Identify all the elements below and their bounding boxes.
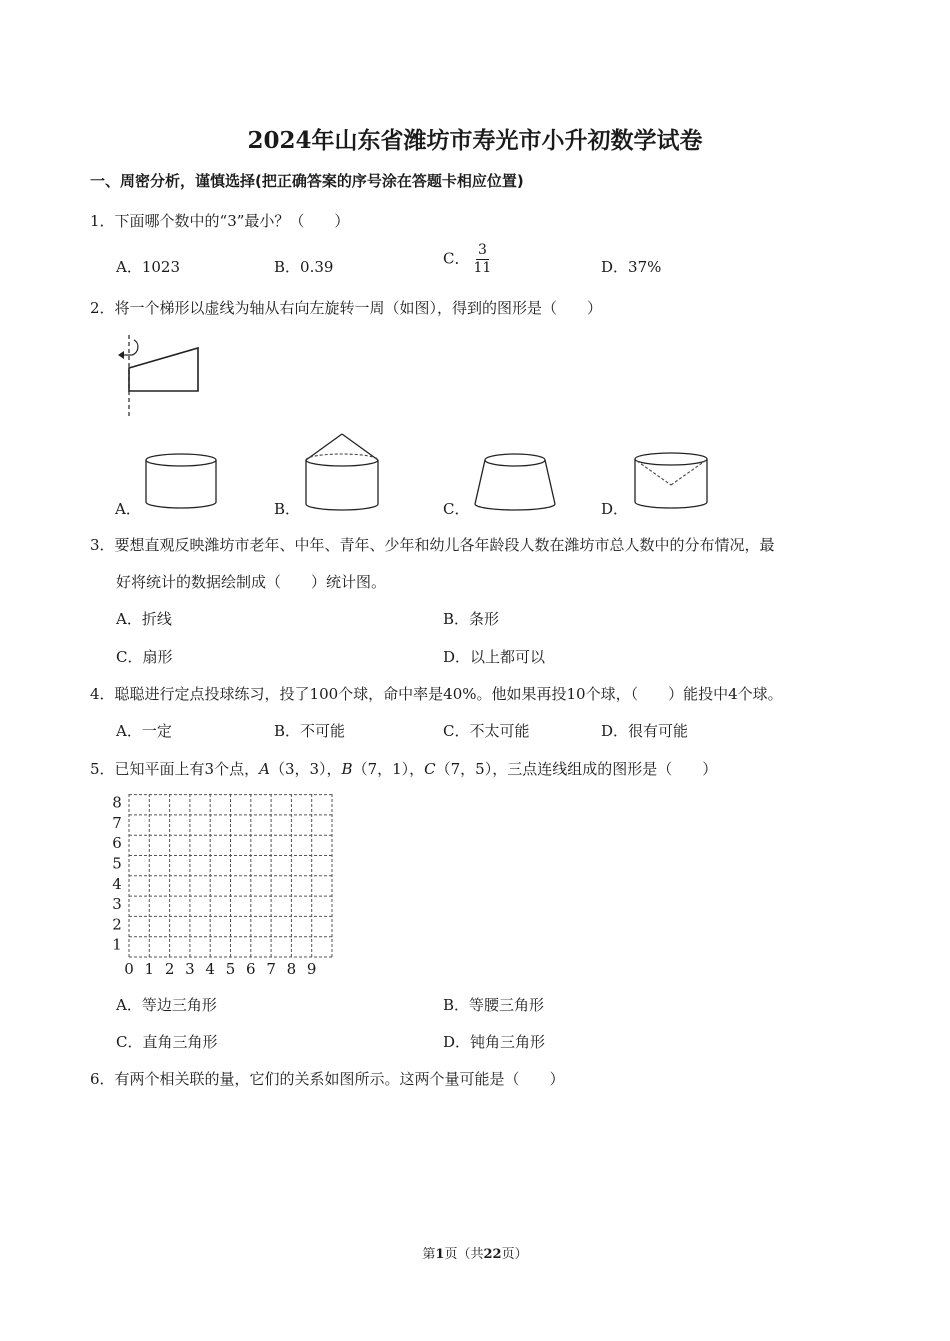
question-3-stem-line1: 3．要想直观反映潍坊市老年、中年、青年、少年和幼儿各年龄段人数在潍坊市总人数中的分布情况，最 bbox=[90, 536, 775, 554]
q2-option-b[interactable]: B． bbox=[274, 500, 301, 518]
q1-option-c[interactable] bbox=[443, 242, 491, 277]
point-b-label: B bbox=[341, 760, 353, 778]
q4-option-a[interactable]: A．一定 bbox=[116, 722, 172, 740]
y-axis-tick-label: 4 bbox=[112, 874, 122, 893]
q5-stem-prefix: 5．已知平面上有3个点， bbox=[90, 760, 260, 778]
q4-option-d[interactable]: D．很有可能 bbox=[601, 722, 689, 740]
q1-option-b[interactable]: B．0.39 bbox=[274, 258, 334, 276]
y-axis-tick-label: 1 bbox=[112, 935, 122, 954]
page-footer bbox=[0, 1243, 950, 1262]
q1-option-a[interactable]: A．1023 bbox=[116, 258, 181, 276]
x-axis-tick-label: 8 bbox=[286, 960, 297, 978]
x-axis-tick-label: 1 bbox=[144, 960, 155, 978]
q3-option-c[interactable]: C．扇形 bbox=[116, 648, 173, 666]
y-axis-tick-label: 7 bbox=[112, 813, 122, 832]
y-axis-tick-label: 8 bbox=[112, 793, 122, 812]
question-3-stem-line2: 好将统计的数据绘制成（ ）统计图。 bbox=[116, 573, 387, 591]
point-a-label: A bbox=[259, 760, 270, 778]
footer-prefix: 第 bbox=[422, 1247, 436, 1262]
y-axis-tick-label: 5 bbox=[112, 854, 122, 873]
question-1-stem: 1．下面哪个数中的“3”最小？（ ） bbox=[90, 212, 350, 230]
footer-page-number: 1 bbox=[435, 1247, 445, 1262]
x-axis-tick-label: 5 bbox=[225, 960, 236, 978]
question-5-stem bbox=[90, 758, 717, 779]
cylinder-with-cone-cavity-figure bbox=[633, 451, 709, 513]
question-4-stem: 4．聪聪进行定点投球练习，投了100个球，命中率是40%。他如果再投10个球，（ ）能投中4个球。 bbox=[90, 685, 783, 703]
q2-option-a[interactable]: A． bbox=[115, 500, 141, 518]
x-axis-tick-label: 7 bbox=[266, 960, 276, 978]
q5-option-b[interactable]: B．等腰三角形 bbox=[443, 996, 545, 1014]
q5-option-d[interactable]: D．钝角三角形 bbox=[443, 1033, 546, 1051]
cylinder-figure bbox=[144, 452, 218, 512]
q1-option-d[interactable]: D．37% bbox=[601, 258, 662, 276]
fraction bbox=[473, 242, 491, 277]
x-axis-tick-label: 9 bbox=[306, 960, 317, 978]
point-c-coords: （7，5），三点连线组成的图形是（ ） bbox=[435, 760, 718, 778]
q3-option-b[interactable]: B．条形 bbox=[443, 610, 500, 628]
fraction-numerator: 3 bbox=[477, 242, 487, 258]
q4-option-b[interactable]: B．不可能 bbox=[274, 722, 346, 740]
q3-option-a[interactable]: A．折线 bbox=[116, 610, 172, 628]
y-axis-tick-label: 6 bbox=[112, 834, 122, 853]
page-title: 2024年山东省潍坊市寿光市小升初数学试卷 bbox=[247, 127, 703, 154]
q5-option-c[interactable]: C．直角三角形 bbox=[116, 1033, 218, 1051]
q3-option-d[interactable]: D．以上都可以 bbox=[443, 648, 546, 666]
fraction-denominator: 11 bbox=[473, 260, 492, 276]
question-2-stem: 2．将一个梯形以虚线为轴从右向左旋转一周（如图），得到的图形是（ ） bbox=[90, 299, 603, 317]
x-axis-tick-label: 3 bbox=[185, 960, 195, 978]
x-axis-tick-label: 0 bbox=[124, 960, 134, 978]
point-c-label: C bbox=[424, 760, 436, 778]
coordinate-grid bbox=[108, 790, 348, 980]
q1-option-c-label: C． bbox=[443, 249, 470, 268]
trapezoid-rotation-figure bbox=[112, 335, 207, 420]
x-axis-tick-label: 2 bbox=[164, 960, 175, 978]
q5-option-a[interactable]: A．等边三角形 bbox=[116, 996, 217, 1014]
cylinder-with-cone-figure bbox=[303, 433, 381, 513]
footer-middle: 页（共 bbox=[444, 1247, 484, 1262]
x-axis-tick-label: 4 bbox=[205, 960, 215, 978]
footer-suffix: 页） bbox=[501, 1247, 528, 1262]
frustum-figure bbox=[472, 452, 558, 514]
q2-option-d[interactable]: D． bbox=[601, 500, 629, 518]
question-6-stem: 6．有两个相关联的量，它们的关系如图所示。这两个量可能是（ ） bbox=[90, 1070, 565, 1088]
footer-total-pages: 22 bbox=[483, 1247, 502, 1262]
y-axis-tick-label: 2 bbox=[112, 915, 122, 934]
q2-option-c[interactable]: C． bbox=[443, 500, 470, 518]
point-a-coords: （3，3）， bbox=[269, 760, 342, 778]
x-axis-tick-label: 6 bbox=[246, 960, 256, 978]
point-b-coords: （7，1）， bbox=[352, 760, 425, 778]
q4-option-c[interactable]: C．不太可能 bbox=[443, 722, 530, 740]
y-axis-tick-label: 3 bbox=[112, 895, 122, 914]
section-heading: 一、周密分析，谨慎选择(把正确答案的序号涂在答题卡相应位置) bbox=[90, 172, 524, 190]
